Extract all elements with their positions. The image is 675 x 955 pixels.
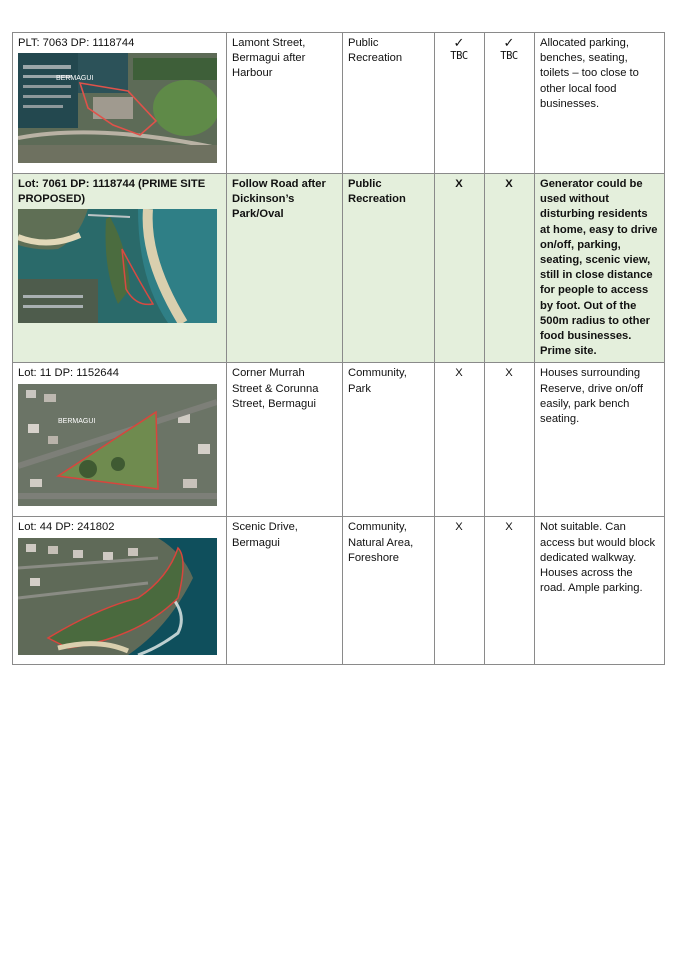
lot-label: Lot: 44 DP: 241802 — [18, 521, 115, 534]
aerial-map-oval-icon — [18, 209, 217, 323]
criteria-1-cell: X — [435, 363, 485, 517]
sites-table — [12, 32, 665, 665]
comments-cell: Houses surrounding Reserve, drive on/off easily, park bench seating. — [535, 363, 665, 517]
lot-label: PLT: 7063 DP: 1118744 — [18, 37, 135, 49]
checkmark-icon: ✓ — [453, 35, 465, 50]
zoning-cell: Public Recreation — [343, 33, 435, 174]
lot-cell — [13, 33, 227, 174]
aerial-map-reserve-icon — [18, 384, 217, 506]
criteria-1-cell: X — [435, 174, 485, 363]
table-row — [13, 33, 665, 174]
criteria-1-cell — [435, 33, 485, 174]
zoning-cell: Community, Park — [343, 363, 435, 517]
criteria-2-cell: X — [485, 174, 535, 363]
criteria-2-cell: X — [485, 363, 535, 517]
lot-cell — [13, 174, 227, 363]
lot-cell — [13, 363, 227, 517]
comments-cell: Generator could be used without disturbing residents at home, easy to drive on/off, parking, seating, scenic view, still in close distance for people to access by foot. Out of the 500m radius to other food businesses. Prime site. — [535, 174, 665, 363]
table-row-prime-site — [13, 174, 665, 363]
table-row — [13, 363, 665, 517]
table-row — [13, 517, 665, 665]
checkmark-icon: ✓ — [503, 35, 515, 50]
lot-label: Lot: 7061 DP: 1118744 (PRIME SITE PROPOSED) — [18, 178, 206, 206]
aerial-map-foreshore-icon — [18, 538, 217, 655]
comments-cell: Allocated parking, benches, seating, toilets – too close to other local food businesses. — [535, 33, 665, 174]
location-cell: Corner Murrah Street & Corunna Street, Bermagui — [227, 363, 343, 517]
lot-label: Lot: 11 DP: 1152644 — [18, 367, 119, 380]
tbc-note: TBC — [450, 50, 468, 62]
zoning-cell: Community, Natural Area, Foreshore — [343, 517, 435, 665]
map-place-label: BERMAGUI — [58, 417, 96, 425]
location-cell: Lamont Street, Bermagui after Harbour — [227, 33, 343, 174]
criteria-2-cell: X — [485, 517, 535, 665]
criteria-2-cell — [485, 33, 535, 174]
location-cell: Follow Road after Dickinson’s Park/Oval — [227, 174, 343, 363]
tbc-note: TBC — [500, 50, 518, 62]
map-place-label: BERMAGUI — [56, 75, 94, 83]
lot-cell — [13, 517, 227, 665]
criteria-1-cell: X — [435, 517, 485, 665]
comments-cell: Not suitable. Can access but would block dedicated walkway. Houses across the road. Ample parking. — [535, 517, 665, 665]
zoning-cell: Public Recreation — [343, 174, 435, 363]
location-cell: Scenic Drive, Bermagui — [227, 517, 343, 665]
aerial-map-harbour-icon — [18, 53, 217, 163]
